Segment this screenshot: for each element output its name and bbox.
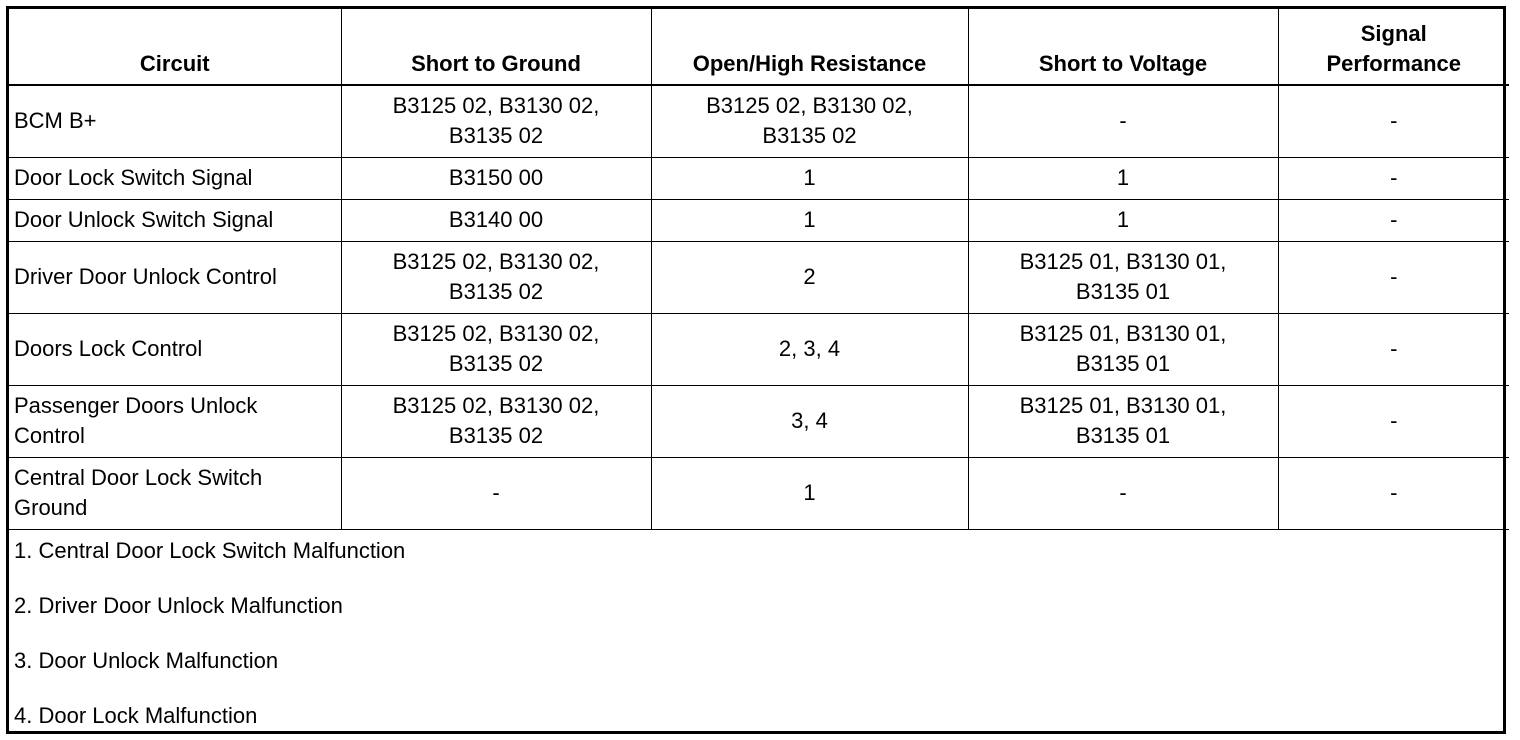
header-signal-performance: Signal Performance bbox=[1278, 9, 1509, 85]
note-item: 4. Door Lock Malfunction bbox=[14, 702, 258, 728]
cell-signal-performance: - bbox=[1278, 385, 1509, 457]
cell-open-high-resistance: 1 bbox=[651, 199, 968, 241]
cell-short-to-voltage: 1 bbox=[968, 199, 1278, 241]
cell-circuit-name: Door Lock Switch Signal bbox=[9, 157, 341, 199]
cell-circuit-name: Door Unlock Switch Signal bbox=[9, 199, 341, 241]
cell-open-high-resistance: 1 bbox=[651, 157, 968, 199]
cell-short-to-ground: B3125 02, B3130 02, B3135 02 bbox=[341, 385, 651, 457]
table-row bbox=[9, 385, 1509, 457]
cell-open-high-resistance: 2 bbox=[651, 241, 968, 313]
table-row bbox=[9, 85, 1509, 157]
cell-short-to-voltage: - bbox=[968, 85, 1278, 157]
cell-circuit-name: Doors Lock Control bbox=[9, 313, 341, 385]
diagnostic-table-frame bbox=[6, 6, 1506, 734]
header-open-high-resistance: Open/High Resistance bbox=[651, 9, 968, 85]
cell-circuit-name: Passenger Doors Unlock Control bbox=[9, 385, 341, 457]
table-row bbox=[9, 157, 1509, 199]
cell-short-to-voltage: B3125 01, B3130 01, B3135 01 bbox=[968, 385, 1278, 457]
cell-circuit-name: Driver Door Unlock Control bbox=[9, 241, 341, 313]
notes-section bbox=[9, 529, 1509, 739]
header-short-to-voltage: Short to Voltage bbox=[968, 9, 1278, 85]
cell-short-to-ground: B3140 00 bbox=[341, 199, 651, 241]
table-row bbox=[9, 241, 1509, 313]
note-item: 1. Central Door Lock Switch Malfunction bbox=[14, 537, 406, 563]
cell-open-high-resistance: 2, 3, 4 bbox=[651, 313, 968, 385]
note-item: 3. Door Unlock Malfunction bbox=[14, 647, 279, 673]
cell-signal-performance: - bbox=[1278, 85, 1509, 157]
cell-signal-performance: - bbox=[1278, 313, 1509, 385]
cell-signal-performance: - bbox=[1278, 457, 1509, 529]
header-row bbox=[9, 9, 1509, 85]
cell-circuit-name: BCM B+ bbox=[9, 85, 341, 157]
cell-short-to-voltage: B3125 01, B3130 01, B3135 01 bbox=[968, 313, 1278, 385]
cell-signal-performance: - bbox=[1278, 199, 1509, 241]
cell-signal-performance: - bbox=[1278, 157, 1509, 199]
cell-short-to-ground: B3125 02, B3130 02, B3135 02 bbox=[341, 241, 651, 313]
table-row bbox=[9, 199, 1509, 241]
table-row bbox=[9, 457, 1509, 529]
cell-open-high-resistance: 1 bbox=[651, 457, 968, 529]
note-item: 2. Driver Door Unlock Malfunction bbox=[14, 592, 343, 618]
header-circuit: Circuit bbox=[9, 9, 341, 85]
cell-short-to-voltage: - bbox=[968, 457, 1278, 529]
cell-short-to-voltage: B3125 01, B3130 01, B3135 01 bbox=[968, 241, 1278, 313]
cell-short-to-ground: B3125 02, B3130 02, B3135 02 bbox=[341, 313, 651, 385]
cell-short-to-ground: - bbox=[341, 457, 651, 529]
cell-open-high-resistance: B3125 02, B3130 02, B3135 02 bbox=[651, 85, 968, 157]
cell-short-to-ground: B3125 02, B3130 02, B3135 02 bbox=[341, 85, 651, 157]
cell-short-to-ground: B3150 00 bbox=[341, 157, 651, 199]
cell-signal-performance: - bbox=[1278, 241, 1509, 313]
cell-open-high-resistance: 3, 4 bbox=[651, 385, 968, 457]
table-row bbox=[9, 313, 1509, 385]
cell-short-to-voltage: 1 bbox=[968, 157, 1278, 199]
cell-circuit-name: Central Door Lock Switch Ground bbox=[9, 457, 341, 529]
header-short-to-ground: Short to Ground bbox=[341, 9, 651, 85]
circuit-dtc-table bbox=[9, 9, 1509, 739]
